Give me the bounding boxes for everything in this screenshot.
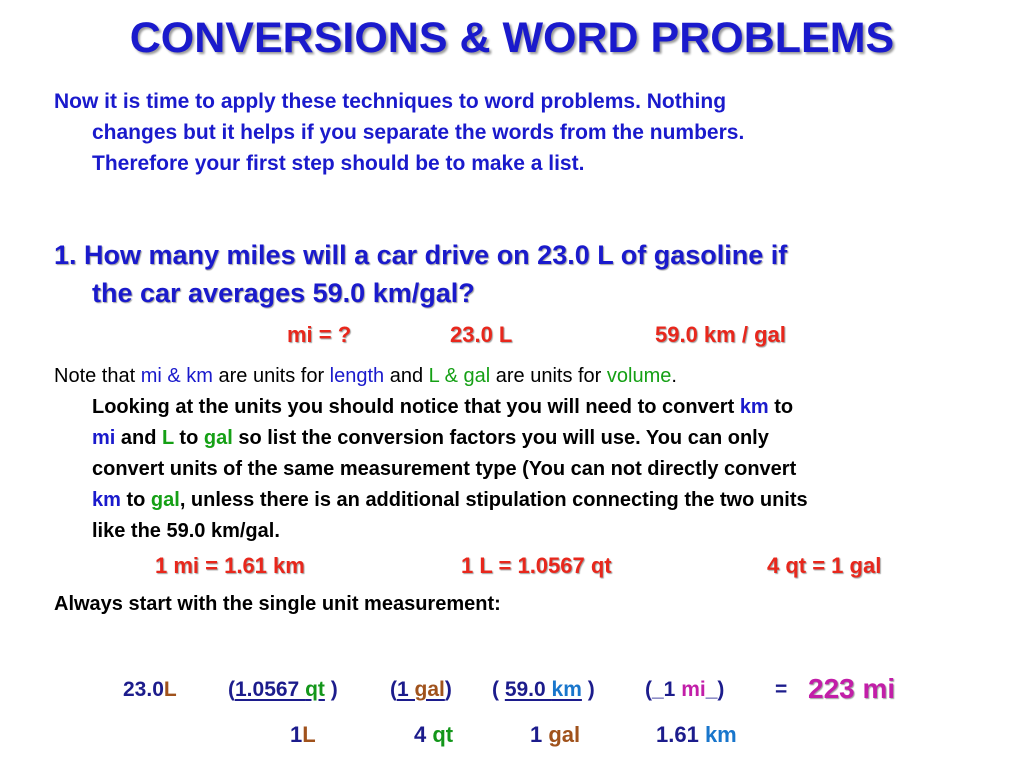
note-text: , unless there is an additional stipulation connecting the two units xyxy=(179,489,808,511)
question-line: 1. How many miles will a car drive on 23.0 L of gasoline if xyxy=(54,240,788,270)
factor-2-numerator xyxy=(390,678,452,702)
note-unit: gal xyxy=(150,489,180,511)
note-text: and xyxy=(384,365,429,387)
note-length-units: mi & km xyxy=(140,365,213,387)
conversion-factor-l-qt: 1 L = 1.0567 qt xyxy=(461,553,612,578)
paren: _) xyxy=(705,678,725,701)
factor-2-denominator xyxy=(414,722,453,748)
note-paragraph xyxy=(54,361,1019,547)
unit: gal xyxy=(414,678,445,701)
note-unit: km xyxy=(739,396,769,418)
paren: ) xyxy=(444,678,452,701)
given-rate: 59.0 km / gal xyxy=(655,322,786,347)
note-text: . xyxy=(671,365,677,387)
equals-sign: = xyxy=(775,678,788,701)
note-line xyxy=(54,392,1019,423)
equation-start-unit: L xyxy=(163,678,177,701)
given-volume: 23.0 L xyxy=(450,322,513,347)
unit: gal xyxy=(548,722,581,747)
note-line: like the 59.0 km/gal. xyxy=(92,520,280,542)
note-text: to xyxy=(120,489,151,511)
paren: ( xyxy=(645,678,652,701)
number: 4 xyxy=(414,722,433,747)
factor-1-denominator xyxy=(290,722,316,748)
number: 1.0567 xyxy=(235,678,306,701)
intro-line: Therefore your first step should be to make a list. xyxy=(92,152,585,175)
unit: qt xyxy=(305,678,325,701)
number: 1 xyxy=(290,722,303,747)
note-text: and xyxy=(115,427,163,449)
note-unit: gal xyxy=(203,427,233,449)
number: 1 xyxy=(397,678,415,701)
intro-line: Now it is time to apply these techniques to word problems. Nothing xyxy=(54,90,727,113)
factor-4-denominator xyxy=(656,722,737,748)
note-volume-units: L & gal xyxy=(428,365,491,387)
paren: ( xyxy=(492,678,505,701)
note-text: so list the conversion factors you will use. You can only xyxy=(232,427,769,449)
factor-2-top xyxy=(397,678,445,701)
note-text: to xyxy=(173,427,204,449)
number: 59.0 xyxy=(504,678,552,701)
note-unit: km xyxy=(92,489,121,511)
number: _1 xyxy=(652,678,682,701)
note-text: Note that xyxy=(54,365,141,387)
note-line xyxy=(54,361,1019,392)
note-line xyxy=(54,485,1019,516)
factor-1-numerator xyxy=(228,678,338,702)
paren: ( xyxy=(228,678,235,701)
factor-1-top xyxy=(235,678,325,701)
paren: ) xyxy=(324,678,338,701)
given-unknown: mi = ? xyxy=(287,322,352,347)
question-line: the car averages 59.0 km/gal? xyxy=(92,278,475,308)
note-text: Looking at the units you should notice that you will need to convert xyxy=(92,396,740,418)
factor-3-top xyxy=(505,678,582,701)
conversion-factor-mi-km: 1 mi = 1.61 km xyxy=(155,553,305,578)
conversion-factor-qt-gal: 4 qt = 1 gal xyxy=(767,553,882,578)
factor-3-denominator xyxy=(530,722,580,748)
note-line xyxy=(54,423,1019,454)
question-1 xyxy=(54,236,1014,312)
unit: qt xyxy=(432,722,454,747)
unit: L xyxy=(302,722,316,747)
paren: ( xyxy=(390,678,397,701)
intro-line: changes but it helps if you separate the words from the numbers. xyxy=(92,121,745,144)
equation-start-number: 23.0 xyxy=(123,678,164,701)
factor-4-numerator xyxy=(645,678,724,702)
number: 1 xyxy=(530,722,549,747)
number: 1.61 xyxy=(656,722,705,747)
equation-start xyxy=(123,678,177,702)
note-line: convert units of the same measurement type (You can not directly convert xyxy=(92,458,797,480)
paren: ) xyxy=(581,678,595,701)
note-length: length xyxy=(329,365,385,387)
note-unit: L xyxy=(162,427,174,449)
note-text: are units for xyxy=(490,365,607,387)
unit: km xyxy=(704,722,737,747)
unit: km xyxy=(551,678,582,701)
instruction-text: Always start with the single unit measurement: xyxy=(54,593,501,615)
factor-3-numerator xyxy=(492,678,595,702)
note-unit: mi xyxy=(92,427,116,449)
slide-title: CONVERSIONS & WORD PROBLEMS xyxy=(129,14,895,62)
note-volume: volume xyxy=(606,365,672,387)
note-text: are units for xyxy=(212,365,330,387)
note-text: to xyxy=(768,396,794,418)
final-answer: 223 mi xyxy=(808,673,896,704)
unit: mi xyxy=(681,678,706,701)
intro-paragraph xyxy=(54,86,984,179)
